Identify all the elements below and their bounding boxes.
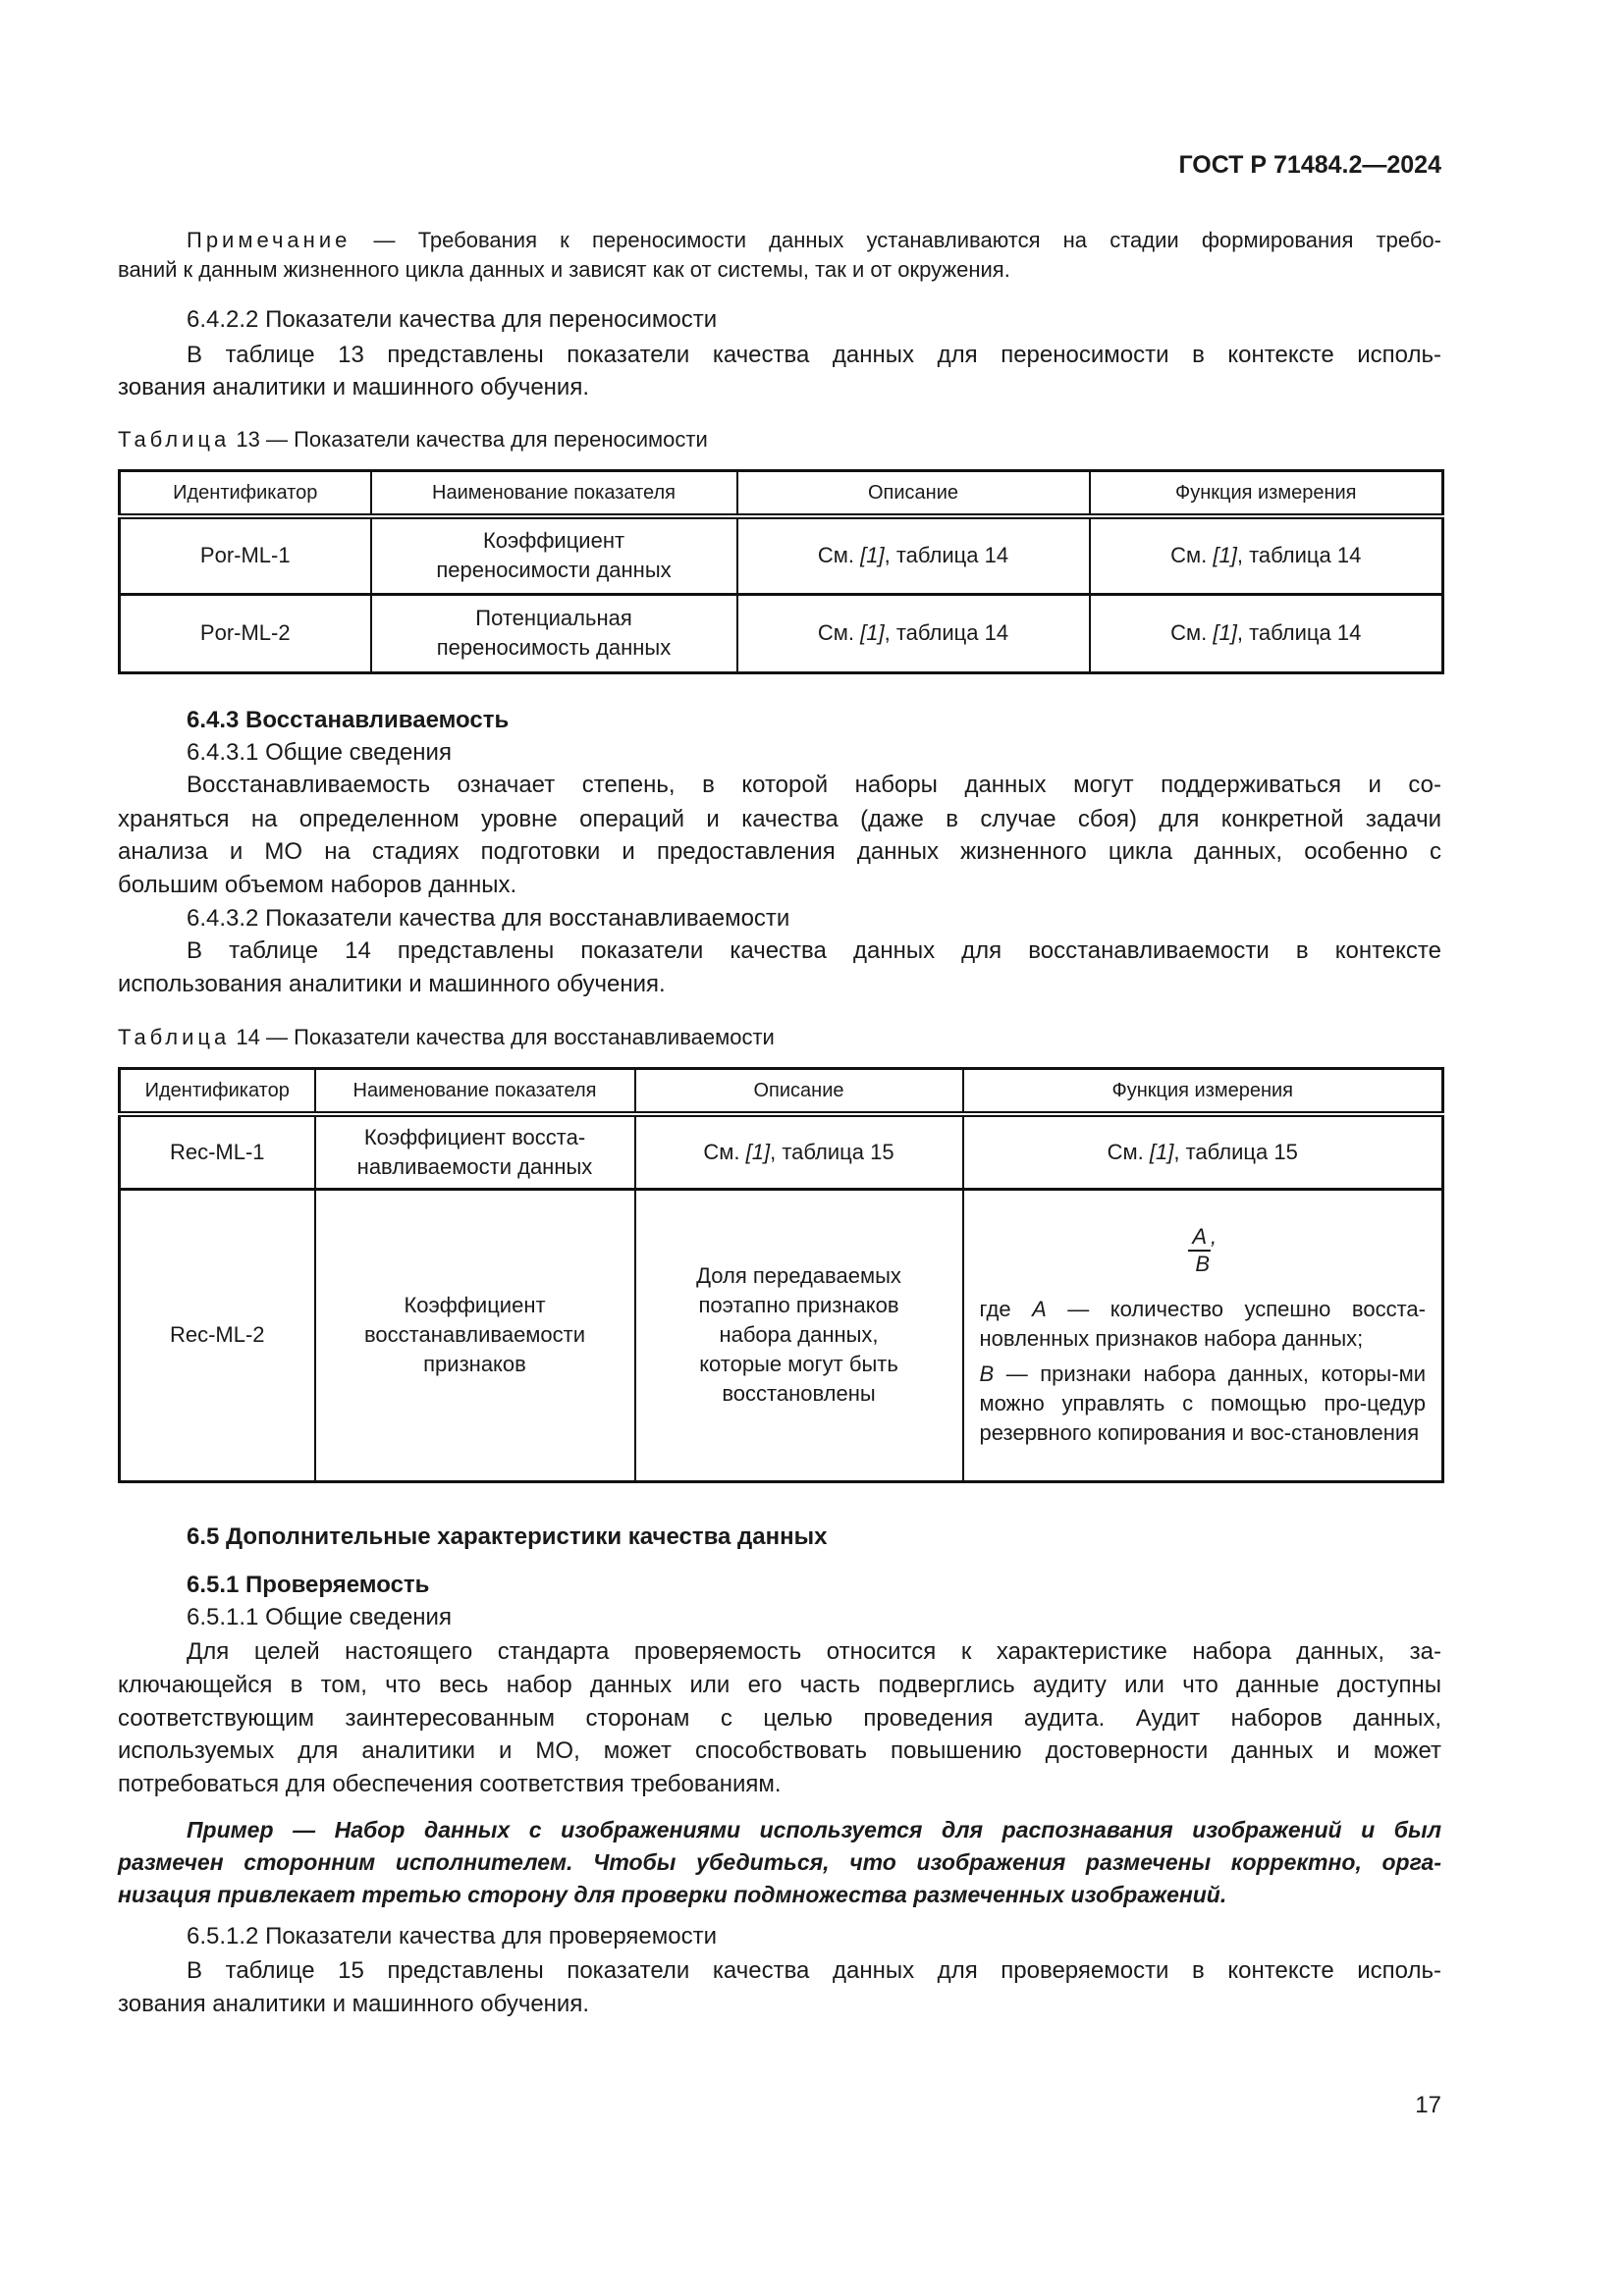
reference-link: [1] (1213, 620, 1237, 645)
reference-link: [1] (745, 1139, 771, 1164)
table-row (120, 594, 1443, 672)
header-cell: Идентификатор (120, 471, 371, 517)
function-cell: См. [1], таблица 14 (1090, 594, 1443, 672)
reference-link: [1] (860, 543, 885, 568)
section-heading: 6.5.1 Проверяемость (187, 1572, 430, 1598)
example-line: низация привлекает третью сторону для проверки подмножества размеченных изображений. (118, 1882, 1227, 1907)
caption-label: Таблица (118, 427, 231, 452)
paragraph-line: Для целей настоящего стандарта проверяемость относится к характеристике набора данных, за- (187, 1638, 1441, 1665)
section-heading: 6.4.3 Восстанавливаемость (187, 707, 510, 733)
paragraph-line: В таблице 13 представлены показатели качества данных для переносимости в контексте исполь- (187, 342, 1441, 368)
paragraph-line: большим объемом наборов данных. (118, 872, 517, 898)
paragraph-line: зования аналитики и машинного обучения. (118, 1991, 589, 2017)
paragraph-line: анализа и МО на стадиях подготовки и предоставления данных жизненного цикла данных, особенно с (118, 838, 1441, 865)
paragraph-line: зования аналитики и машинного обучения. (118, 374, 589, 400)
function-cell: См. [1], таблица 14 (1090, 516, 1443, 594)
header-cell: Функция измерения (1090, 471, 1443, 517)
reference-link: [1] (1149, 1139, 1174, 1164)
table-header-row (120, 1069, 1443, 1115)
reference-link: [1] (1213, 543, 1237, 568)
header-cell: Идентификатор (120, 1069, 315, 1115)
paragraph-line: В таблице 15 представлены показатели качества данных для проверяемости в контексте исполь- (187, 1957, 1441, 1984)
table-row (120, 516, 1443, 594)
id-cell: Rec-ML-2 (120, 1189, 315, 1481)
note-line (118, 226, 1441, 255)
paragraph-line: В таблице 14 представлены показатели качества данных для восстанавливаемости в контексте (187, 937, 1441, 964)
subsection-heading: 6.4.3.2 Показатели качества для восстанавливаемости (187, 905, 790, 932)
note-label: Примечание (187, 228, 352, 252)
table-header-row (120, 471, 1443, 517)
header-cell: Наименование показателя (315, 1069, 635, 1115)
section-heading: 6.4.2.2 Показатели качества для переносимости (187, 306, 718, 333)
formula-legend-a: где A — количество успешно восста-новленных признаков набора данных; (979, 1297, 1426, 1351)
header-cell: Функция измерения (963, 1069, 1443, 1115)
paragraph-line: использования аналитики и машинного обучения. (118, 971, 666, 997)
table-row (120, 1114, 1443, 1189)
subsection-heading: 6.4.3.1 Общие сведения (187, 739, 452, 766)
note-line: ваний к данным жизненного цикла данных и зависят как от системы, так и от окружения. (118, 257, 1010, 282)
table-13 (118, 469, 1444, 674)
id-cell: Por-ML-2 (120, 594, 371, 672)
header-cell: Наименование показателя (371, 471, 737, 517)
description-cell: Доля передаваемых поэтапно признаков набора данных, которые могут быть восстановлены (635, 1189, 963, 1481)
function-cell (963, 1189, 1443, 1481)
name-cell: Потенциальная переносимость данных (371, 594, 737, 672)
header-cell: Описание (737, 471, 1090, 517)
name-cell: Коэффициент переносимости данных (371, 516, 737, 594)
description-cell: См. [1], таблица 14 (737, 594, 1090, 672)
section-heading: 6.5 Дополнительные характеристики качества данных (187, 1523, 828, 1550)
description-cell: См. [1], таблица 15 (635, 1114, 963, 1189)
note-text: — Требования к переносимости данных устанавливаются на стадии формирования требо- (373, 228, 1441, 252)
description-cell: См. [1], таблица 14 (737, 516, 1090, 594)
paragraph-line: потребоваться для обеспечения соответствия требованиям. (118, 1771, 782, 1797)
subsection-heading: 6.5.1.2 Показатели качества для проверяемости (187, 1923, 717, 1949)
table-14 (118, 1067, 1444, 1483)
caption-text: 13 — Показатели качества для переносимости (236, 427, 708, 452)
example-line: Пример — Набор данных с изображениями используется для распознавания изображений и был (187, 1817, 1441, 1842)
reference-link: [1] (860, 620, 885, 645)
function-cell: См. [1], таблица 15 (963, 1114, 1443, 1189)
example-line: размечен сторонним исполнителем. Чтобы убедиться, что изображения размечены корректно, орга- (118, 1849, 1441, 1875)
paragraph-line: ключающейся в том, что весь набор данных или его часть подверглись аудиту или что данные доступны (118, 1672, 1441, 1698)
table-caption (118, 425, 1441, 454)
paragraph-line: используемых для аналитики и МО, может способствовать повышению достоверности данных и может (118, 1737, 1441, 1764)
paragraph-line: Восстанавливаемость означает степень, в которой наборы данных могут поддерживаться и со- (187, 772, 1441, 798)
caption-label: Таблица (118, 1025, 231, 1049)
document-id: ГОСТ Р 71484.2—2024 (1178, 151, 1441, 179)
name-cell: Коэффициент восстанавливаемости признаков (315, 1189, 635, 1481)
paragraph-line: храняться на определенном уровне операций и качества (даже в случае сбоя) для конкретной задачи (118, 806, 1441, 832)
fraction-formula: A , B (980, 1222, 1427, 1277)
formula-legend-b: B — признаки набора данных, которы-ми можно управлять с помощью про-цедур резервного копирования и вос-становления (979, 1362, 1426, 1445)
table-row (120, 1189, 1443, 1481)
id-cell: Por-ML-1 (120, 516, 371, 594)
page-number: 17 (1415, 2092, 1441, 2118)
table-caption (118, 1023, 1441, 1052)
paragraph-line: соответствующим заинтересованным сторонам с целью проведения аудита. Аудит наборов данных, (118, 1705, 1441, 1732)
subsection-heading: 6.5.1.1 Общие сведения (187, 1604, 452, 1630)
name-cell: Коэффициент восста-навливаемости данных (315, 1114, 635, 1189)
header-cell: Описание (635, 1069, 963, 1115)
id-cell: Rec-ML-1 (120, 1114, 315, 1189)
caption-text: 14 — Показатели качества для восстанавливаемости (236, 1025, 775, 1049)
